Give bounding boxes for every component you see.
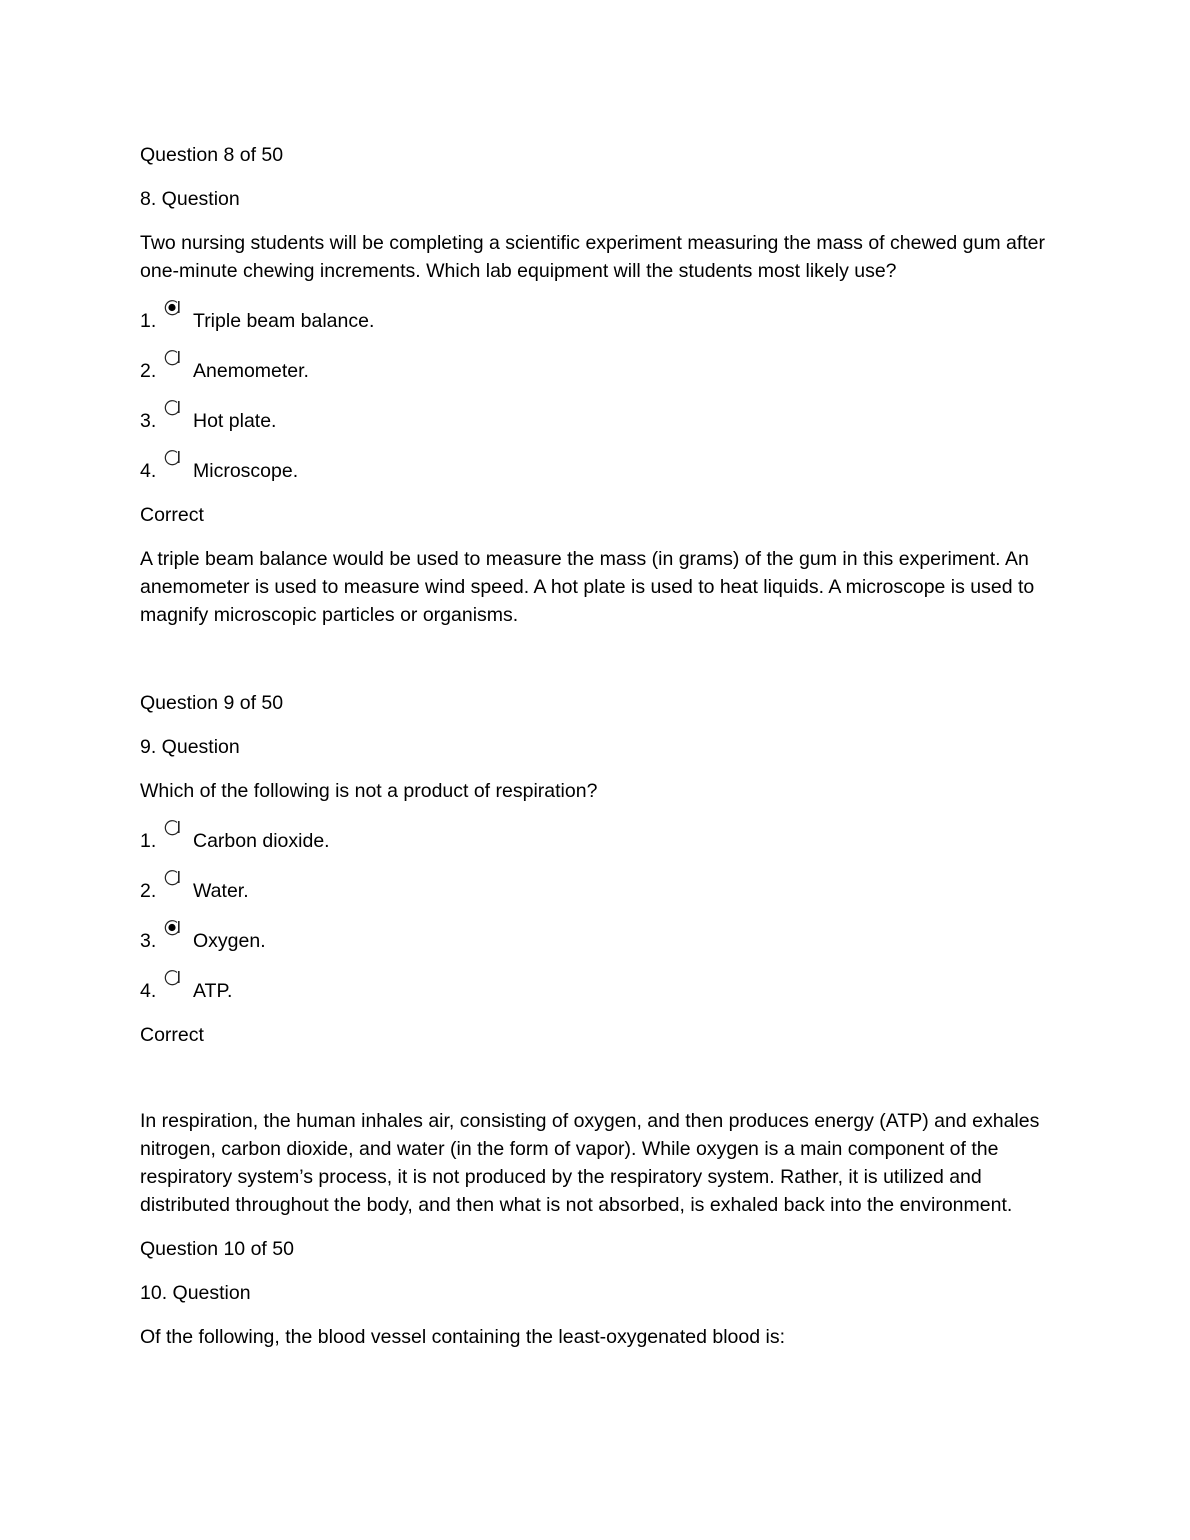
question-prompt: Which of the following is not a product of respiration? <box>140 780 598 802</box>
option-label: Microscope. <box>193 460 299 482</box>
answer-option-2[interactable] <box>140 877 1050 905</box>
option-label: Hot plate. <box>193 410 277 432</box>
option-number: 3. <box>140 930 157 952</box>
answer-option-4[interactable] <box>140 977 1050 1005</box>
question-title: 8. Question <box>140 188 240 210</box>
question-counter: Question 8 of 50 <box>140 144 284 166</box>
option-number: 2. <box>140 360 157 382</box>
document-page <box>140 141 1050 1367</box>
question-counter: Question 9 of 50 <box>140 692 284 714</box>
answer-option-1[interactable] <box>140 827 1050 855</box>
option-label: Carbon dioxide. <box>193 830 330 852</box>
question-title: 9. Question <box>140 736 240 758</box>
option-number: 1. <box>140 310 157 332</box>
answer-option-3[interactable] <box>140 407 1050 435</box>
option-number: 3. <box>140 410 157 432</box>
answer-explanation: In respiration, the human inhales air, consisting of oxygen, and then produces energy (ATP) and exhales nitrogen, carbon dioxide, and water (in the form of vapor). While oxygen is a main component of the respiratory system’s process, it is not produced by the respiratory system. Rather, it is utilized and distributed throughout the body, and then what is not absorbed, is exhaled back into the environment. <box>140 1110 1040 1216</box>
option-label: Oxygen. <box>193 930 266 952</box>
option-label: Anemometer. <box>193 360 309 382</box>
option-number: 4. <box>140 980 157 1002</box>
answer-explanation: A triple beam balance would be used to measure the mass (in grams) of the gum in this experiment. An anemometer is used to measure wind speed. A hot plate is used to heat liquids. A microscope is used to magnify microscopic particles or organisms. <box>140 548 1035 626</box>
radio-empty-icon[interactable] <box>164 449 182 467</box>
option-number: 2. <box>140 880 157 902</box>
question-10 <box>140 1235 1050 1351</box>
radio-empty-icon[interactable] <box>164 399 182 417</box>
answer-option-4[interactable] <box>140 457 1050 485</box>
option-number: 4. <box>140 460 157 482</box>
question-9 <box>140 689 1050 1219</box>
result-status: Correct <box>140 504 204 526</box>
radio-selected-icon[interactable] <box>164 919 182 937</box>
question-counter: Question 10 of 50 <box>140 1238 294 1260</box>
radio-empty-icon[interactable] <box>164 819 182 837</box>
spacer <box>140 1065 1050 1107</box>
question-8 <box>140 141 1050 629</box>
option-label: Water. <box>193 880 249 902</box>
radio-empty-icon[interactable] <box>164 349 182 367</box>
option-label: Triple beam balance. <box>193 310 375 332</box>
result-status: Correct <box>140 1024 204 1046</box>
answer-option-2[interactable] <box>140 357 1050 385</box>
question-prompt: Two nursing students will be completing a scientific experiment measuring the mass of chewed gum after one-minute chewing increments. Which lab equipment will the students most likely use? <box>140 232 1046 282</box>
option-label: ATP. <box>193 980 233 1002</box>
radio-selected-icon[interactable] <box>164 299 182 317</box>
option-number: 1. <box>140 830 157 852</box>
radio-empty-icon[interactable] <box>164 869 182 887</box>
answer-option-1[interactable] <box>140 307 1050 335</box>
question-prompt: Of the following, the blood vessel containing the least-oxygenated blood is: <box>140 1326 785 1348</box>
spacer <box>140 645 1050 689</box>
answer-option-3[interactable] <box>140 927 1050 955</box>
radio-empty-icon[interactable] <box>164 969 182 987</box>
question-title: 10. Question <box>140 1282 251 1304</box>
